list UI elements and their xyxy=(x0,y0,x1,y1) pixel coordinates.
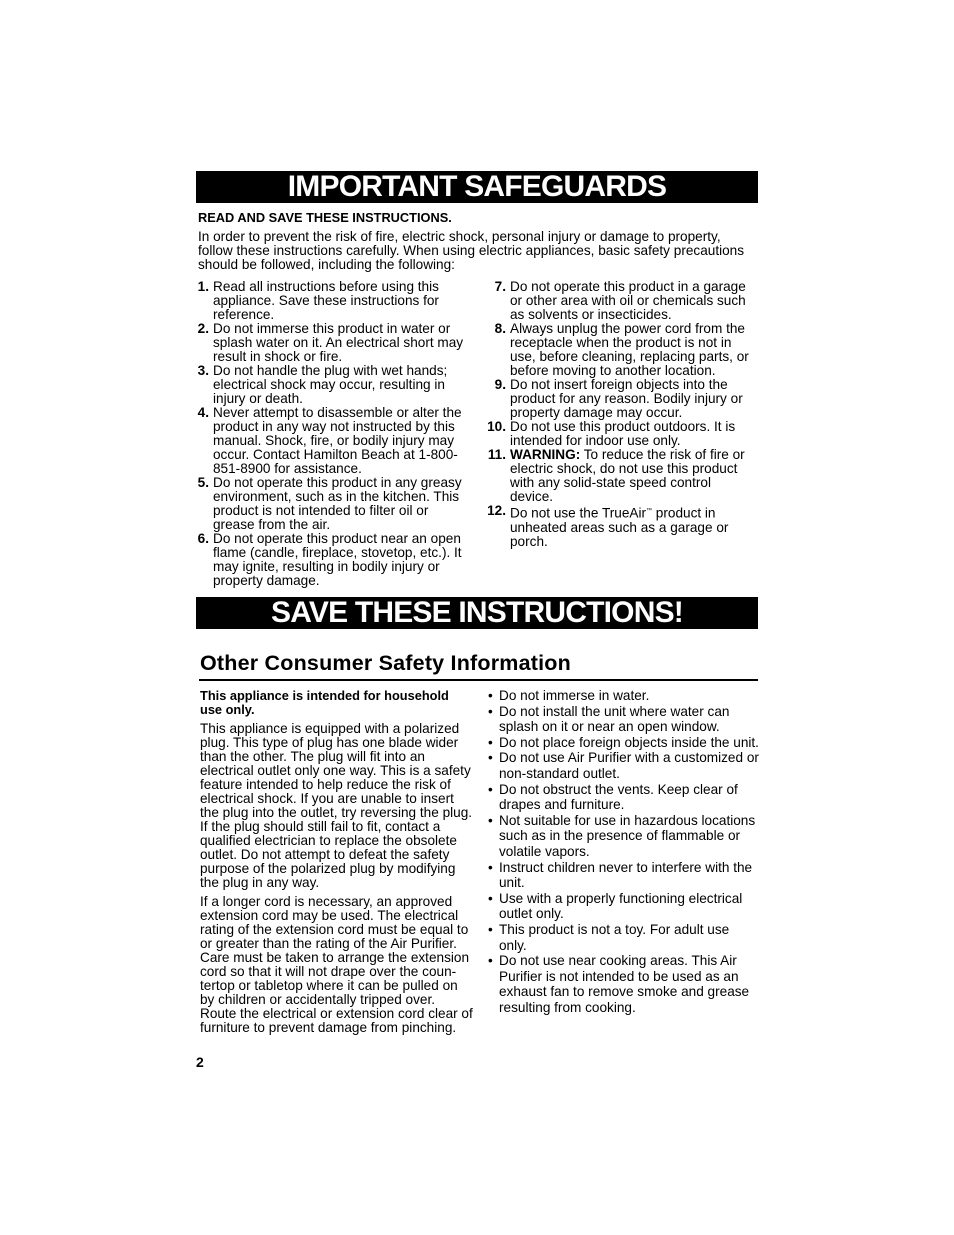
list-item xyxy=(485,504,757,549)
item-text: Do not operate this product in a garage or other area with oil or chemicals such as solvents or insecticides. xyxy=(510,279,746,322)
item-number: 7. xyxy=(494,279,506,294)
extension-cord-paragraph: If a longer cord is necessary, an approved extension cord may be used. The electrical rating of the extension cord must be equal to or greater than the rating of the Air Purifier. Care must be taken to arrange the extension cord so that it will not drape over the coun-tertop or tabletop where it can be pulled on by children or accidentally tripped over. Route the electrical or extension cord clear of furniture to prevent damage from pinching. xyxy=(200,894,473,1035)
item-text: Do not use the TrueAir xyxy=(510,505,647,521)
item-number: 8. xyxy=(494,321,506,336)
item-number: 2. xyxy=(197,321,209,336)
item-number: 6. xyxy=(197,531,209,546)
safeguards-list-left xyxy=(196,280,472,588)
item-text: product in unheated areas such as a garage or porch. xyxy=(510,505,729,549)
item-number: 10. xyxy=(487,419,506,434)
list-item xyxy=(196,322,472,364)
item-number: 11. xyxy=(487,447,506,462)
list-item: • Do not place foreign objects inside the unit. xyxy=(488,735,760,751)
section-title: Other Consumer Safety Information xyxy=(200,651,571,675)
list-item: • Do not use Air Purifier with a customized or non-standard outlet. xyxy=(488,750,760,781)
list-item: • Do not install the unit where water can splash on it or near an open window. xyxy=(488,704,760,735)
list-item xyxy=(196,476,472,532)
list-item: • Do not use near cooking areas. This Air Purifier is not intended to be used as an exhaust fan to remove smoke and grease resulting from cooking. xyxy=(488,953,760,1015)
intro-paragraph: In order to prevent the risk of fire, electric shock, personal injury or damage to property, follow these instructions carefully. When using electric appliances, basic safety precautions should be followed, including the following: xyxy=(198,229,745,273)
item-text: Never attempt to disassemble or alter the product in any way not instructed by this manual. Shock, fire, or bodily injury may occur. Contact Hamilton Beach at 1-800-851-8900 for assistance. xyxy=(213,405,462,476)
list-item xyxy=(485,322,757,378)
item-text: Do not operate this product in any greasy environment, such as in the kitchen. This product is not intended to filter oil or grease from the air. xyxy=(213,475,462,532)
item-number: 4. xyxy=(197,405,209,420)
household-note: This appliance is intended for household use only. xyxy=(200,688,449,717)
safety-bullet-list xyxy=(488,688,760,1015)
item-number: 3. xyxy=(197,363,209,378)
warning-label: WARNING: xyxy=(510,447,581,462)
list-item: • This product is not a toy. For adult use only. xyxy=(488,922,760,953)
section-divider xyxy=(199,679,758,681)
item-number: 9. xyxy=(494,377,506,392)
item-text: Read all instructions before using this appliance. Save these instructions for reference. xyxy=(213,279,439,322)
list-item xyxy=(196,280,472,322)
item-number: 1. xyxy=(197,279,209,294)
item-text: To reduce the risk of fire or electric shock, do not use this product with any solid-state speed control device. xyxy=(510,447,745,504)
banner-important-safeguards: IMPORTANT SAFEGUARDS xyxy=(196,171,758,203)
trademark-symbol: ™ xyxy=(646,508,653,514)
safeguards-list-right xyxy=(485,280,757,549)
page-number: 2 xyxy=(196,1054,204,1070)
banner-save-instructions: SAVE THESE INSTRUCTIONS! xyxy=(196,597,758,629)
item-text: Do not immerse this product in water or splash water on it. An electrical short may result in shock or fire. xyxy=(213,321,464,364)
list-item xyxy=(485,420,757,448)
list-item: • Not suitable for use in hazardous locations such as in the presence of flammable or volatile vapors. xyxy=(488,813,760,860)
list-item xyxy=(485,378,757,420)
polarized-plug-paragraph: This appliance is equipped with a polarized plug. This type of plug has one blade wider than the other. The plug will fit into an electrical outlet only one way. This is a safety feature intended to help reduce the risk of electrical shock. If you are unable to insert the plug into the outlet, try reversing the plug. If the plug should still fail to fit, contact a qualified electrician to replace the obsolete outlet. Do not attempt to defeat the safety purpose of the polarized plug by modifying the plug in any way. xyxy=(200,721,473,890)
item-text: Always unplug the power cord from the receptacle when the product is not in use, before cleaning, replacing parts, or before moving to another location. xyxy=(510,321,749,378)
list-item xyxy=(485,280,757,322)
list-item: • Do not immerse in water. xyxy=(488,688,760,704)
item-text: Do not use this product outdoors. It is intended for indoor use only. xyxy=(510,419,736,448)
list-item: • Instruct children never to interfere with the unit. xyxy=(488,860,760,891)
item-number: 5. xyxy=(197,475,209,490)
list-item: • Do not obstruct the vents. Keep clear of drapes and furniture. xyxy=(488,782,760,813)
list-item xyxy=(196,532,472,588)
item-text: Do not handle the plug with wet hands; electrical shock may occur, resulting in injury or death. xyxy=(213,363,448,406)
list-item: • Use with a properly functioning electrical outlet only. xyxy=(488,891,760,922)
item-number: 12. xyxy=(487,503,506,518)
other-info-left-column xyxy=(200,689,474,1040)
item-text: Do not operate this product near an open flame (candle, fireplace, stovetop, etc.). It may ignite, resulting in bodily injury or property damage. xyxy=(213,531,462,588)
list-item xyxy=(196,406,472,476)
read-save-heading: READ AND SAVE THESE INSTRUCTIONS. xyxy=(198,210,452,225)
list-item xyxy=(485,448,757,504)
list-item xyxy=(196,364,472,406)
item-text: Do not insert foreign objects into the product for any reason. Bodily injury or property damage may occur. xyxy=(510,377,743,420)
